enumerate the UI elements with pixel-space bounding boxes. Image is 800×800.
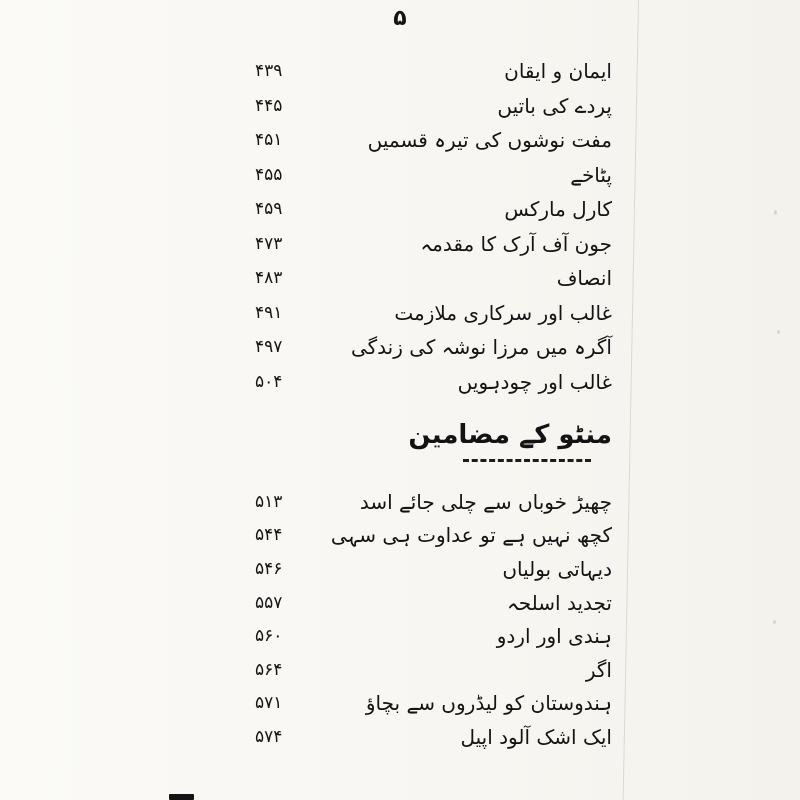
toc-entry [255, 619, 612, 653]
toc-entry-title: اگر [585, 657, 612, 682]
toc-entry-title: چھیڑ خوباں سے چلی جائے اسد [359, 489, 612, 514]
toc-entry-title: ہندی اور اردو [496, 624, 612, 649]
toc-entry-title: پردے کی باتیں [497, 93, 612, 118]
toc-entry-page-number: ۵۱۳ [255, 491, 283, 512]
toc-entry-title: آگرہ میں مرزا نوشہ کی زندگی [350, 335, 612, 360]
scan-speck [774, 210, 777, 215]
toc-entry-page-number: ۵۵۷ [255, 592, 283, 613]
toc-entry [255, 296, 612, 331]
toc-entry [255, 586, 612, 620]
toc-entry-page-number: ۵۷۴ [255, 726, 283, 747]
toc-entry [255, 261, 612, 296]
toc-entry-page-number: ۴۷۳ [255, 233, 283, 254]
toc-entry [255, 158, 612, 193]
toc-entry [255, 330, 612, 365]
page-number: ۵ [393, 6, 407, 31]
toc-entry-title: انصاف [556, 266, 612, 291]
toc-entry-title: جون آف آرک کا مقدمہ [420, 231, 612, 256]
toc-entry-page-number: ۴۵۱ [255, 130, 283, 151]
scan-speck [773, 620, 776, 624]
section-heading: منٹو کے مضامین [408, 420, 612, 450]
toc-entry [255, 687, 612, 721]
toc-entry [255, 89, 612, 124]
toc-entry [255, 365, 612, 400]
toc-entry-title: کچھ نہیں ہے تو عداوت ہی سہی [330, 523, 612, 548]
scan-smudge [169, 794, 194, 800]
toc-entry [255, 552, 612, 586]
toc-entry-page-number: ۴۹۱ [255, 302, 283, 323]
toc-entry-title: غالب اور چودہویں [457, 369, 612, 394]
toc-entry-title: مفت نوشوں کی تیرہ قسمیں [367, 128, 612, 153]
toc-entry [255, 192, 612, 227]
toc-entry [255, 227, 612, 262]
toc-entry-title: کارل مارکس [504, 197, 612, 222]
toc-entry-page-number: ۴۹۷ [255, 337, 283, 358]
heading-underline [463, 459, 591, 462]
toc-entry-title: ایک اشک آلود اپیل [460, 724, 612, 749]
toc-entry-page-number: ۵۰۴ [255, 371, 283, 392]
toc-entry-page-number: ۴۳۹ [255, 61, 283, 82]
toc-entry [255, 653, 612, 687]
toc-entry-title: غالب اور سرکاری ملازمت [394, 300, 612, 325]
toc-entry [255, 720, 612, 754]
toc-entry-page-number: ۴۵۵ [255, 164, 283, 185]
toc-entry-page-number: ۵۷۱ [255, 693, 283, 714]
toc-entry-page-number: ۵۶۴ [255, 659, 283, 680]
toc-entry [255, 485, 612, 519]
toc-entry-page-number: ۴۴۵ [255, 95, 283, 116]
toc-entry-page-number: ۵۶۰ [255, 626, 283, 647]
toc-entry-title: ایمان و ایقان [504, 59, 612, 84]
toc-entry [255, 519, 612, 553]
toc-entry-page-number: ۵۴۶ [255, 558, 283, 579]
page-edge-line [623, 0, 639, 800]
toc-entry [255, 123, 612, 158]
toc-entry-title: پٹاخے [570, 162, 612, 187]
toc-section-2 [255, 485, 612, 754]
toc-entry-page-number: ۴۵۹ [255, 199, 283, 220]
toc-entry-page-number: ۵۴۴ [255, 525, 283, 546]
toc-entry-title: دیہاتی بولیاں [502, 556, 612, 581]
toc-entry-title: تجدید اسلحہ [507, 590, 612, 615]
toc-entry-title: ہندوستان کو لیڈروں سے بچاؤ [365, 691, 612, 716]
toc-section-1 [255, 54, 612, 399]
toc-entry-page-number: ۴۸۳ [255, 268, 283, 289]
toc-entry [255, 54, 612, 89]
scan-speck [777, 330, 780, 334]
